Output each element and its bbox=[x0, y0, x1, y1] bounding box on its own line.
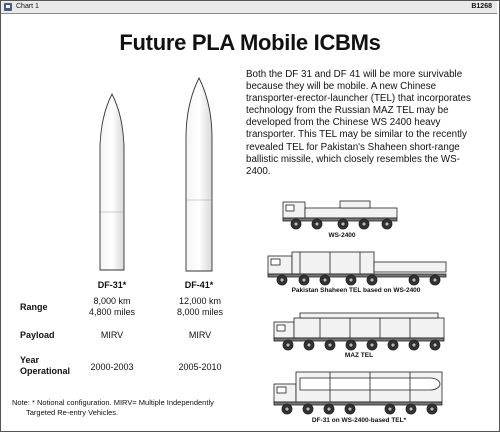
df31-range-km: 8,000 km bbox=[93, 296, 131, 306]
footnote-line1: Note: * Notional configuration. MIRV= Multiple Independently bbox=[12, 398, 214, 407]
chart-id: B1268 bbox=[471, 3, 492, 10]
df41-range-km: 12,000 km bbox=[178, 296, 222, 306]
row-label-year: Year bbox=[20, 355, 40, 365]
df31-tel-icon bbox=[274, 372, 442, 414]
df31-year: 2000-2003 bbox=[90, 362, 134, 372]
window-title: Chart 1 bbox=[16, 3, 39, 10]
maz-tel-icon bbox=[274, 313, 444, 350]
df31-range-miles: 4,800 miles bbox=[88, 307, 136, 317]
df41-label: DF-41* bbox=[184, 280, 214, 290]
df31-label: DF-31* bbox=[97, 280, 127, 290]
row-label-payload: Payload bbox=[20, 330, 55, 340]
shaheen-tel-icon bbox=[268, 252, 446, 285]
footnote-line2: Targeted Re-entry Vehicles. bbox=[26, 407, 119, 417]
vehicle-caption-shaheen: Pakistan Shaheen TEL based on WS-2400 bbox=[291, 287, 421, 294]
vehicle-caption-ws2400: WS-2400 bbox=[328, 232, 356, 239]
vehicle-caption-maz: MAZ TEL bbox=[344, 352, 374, 359]
df41-year: 2005-2010 bbox=[178, 362, 222, 372]
df41-payload: MIRV bbox=[188, 330, 212, 340]
ws2400-vehicle-icon bbox=[283, 201, 397, 229]
row-label-range: Range bbox=[20, 302, 48, 312]
description-text: Both the DF 31 and DF 41 will be more survivable because they will be mobile. A new Chinese transporter-erector-launcher (TEL) that incorporates technology from the Russian MAZ TEL may be developed from the Chinese WS 2400 heavy transporter. This TEL may be similar to the recently revealed TEL for Pakistan's Shaheen short-range ballistic missile, which closely resembles the WS-2400. bbox=[246, 69, 471, 177]
row-label-operational: Operational bbox=[20, 366, 71, 376]
df41-range-miles: 8,000 miles bbox=[176, 307, 224, 317]
df31-payload: MIRV bbox=[100, 330, 124, 340]
vehicle-caption-df31-tel: DF-31 on WS-2400-based TEL* bbox=[311, 417, 407, 424]
page-title: Future PLA Mobile ICBMs bbox=[119, 30, 381, 55]
